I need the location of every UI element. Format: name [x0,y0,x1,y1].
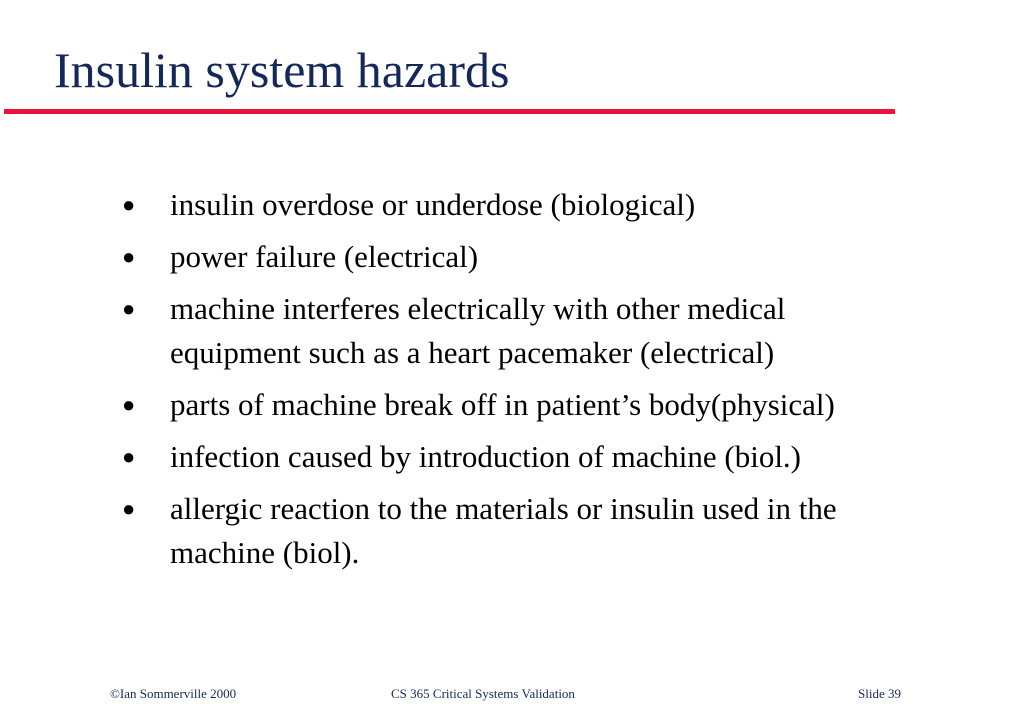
list-item [120,235,900,279]
list-item-text: power failure (electrical) [170,239,479,274]
title-underline [4,109,895,114]
footer-copyright: ©Ian Sommerville 2000 [110,686,237,701]
footer-slide-number: Slide 39 [858,686,901,701]
slide-title: Insulin system hazards [54,42,510,98]
list-item-text: allergic reaction to the materials or insulin used in the machine (biol). [170,491,837,570]
list-item [120,383,900,427]
bullet-icon: ● [122,296,136,321]
list-item-text: machine interferes electrically with other medical equipment such as a heart pacemaker (electrical) [170,291,786,370]
list-item [120,487,900,575]
bullet-icon: ● [122,444,136,469]
list-item-text: infection caused by introduction of machine (biol.) [170,439,802,474]
bullet-icon: ● [122,244,136,269]
bullet-icon: ● [122,496,136,521]
hazard-list [120,183,900,583]
list-item-text: insulin overdose or underdose (biological) [170,187,696,222]
list-item [120,183,900,227]
footer-course-title: CS 365 Critical Systems Validation [391,686,575,701]
list-item [120,435,900,479]
list-item-text: parts of machine break off in patient’s body(physical) [170,387,835,422]
bullet-icon: ● [122,192,136,217]
list-item [120,287,900,375]
bullet-icon: ● [122,392,136,417]
